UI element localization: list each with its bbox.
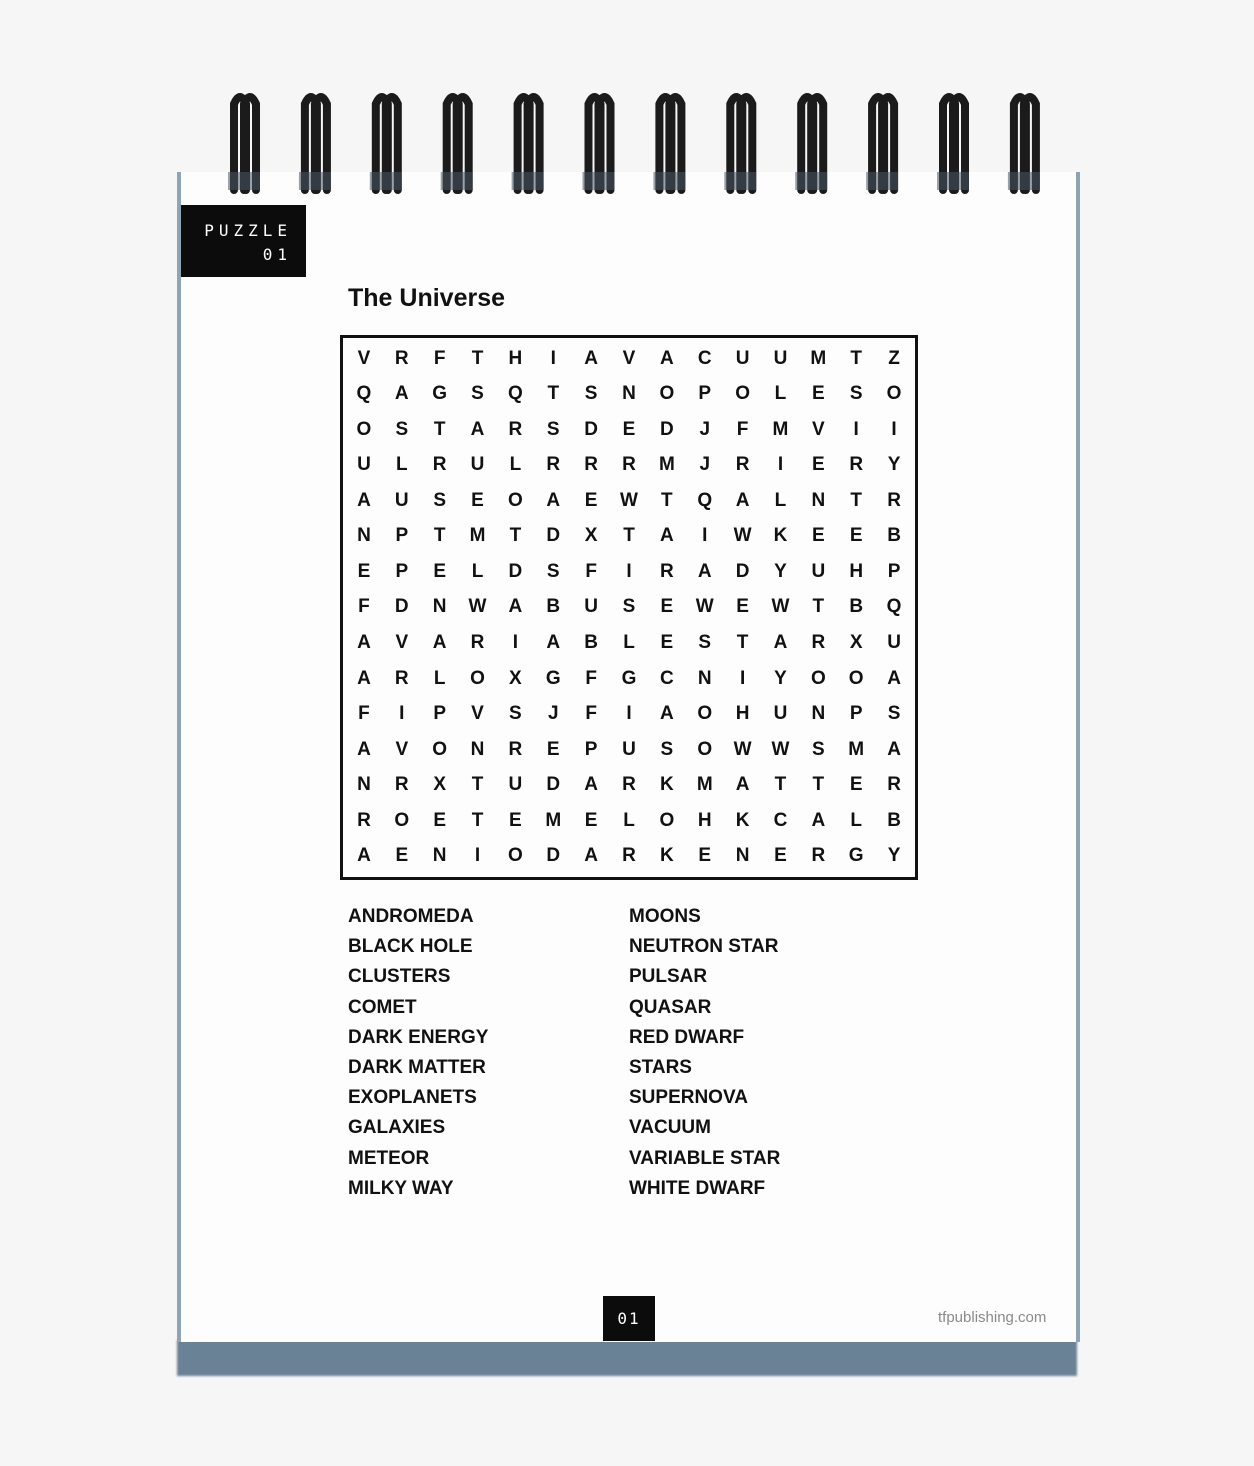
grid-letter[interactable]: D (659, 418, 674, 440)
grid-letter[interactable]: R (811, 632, 826, 654)
grid-letter[interactable]: H (849, 560, 864, 582)
grid-letter[interactable]: K (659, 774, 674, 796)
grid-letter[interactable]: D (508, 560, 523, 582)
grid-letter[interactable]: L (433, 667, 446, 689)
grid-letter[interactable]: W (771, 596, 790, 618)
grid-letter[interactable]: L (623, 809, 635, 831)
grid-letter[interactable]: A (394, 383, 409, 405)
grid-letter[interactable]: A (357, 845, 371, 867)
grid-letter[interactable]: W (695, 596, 714, 618)
grid-letter[interactable]: A (584, 845, 598, 867)
grid-letter[interactable]: R (735, 454, 750, 476)
grid-letter[interactable]: S (471, 383, 484, 405)
grid-letter[interactable]: X (849, 632, 863, 654)
word-list-item: BLACK HOLE (348, 936, 473, 958)
grid-letter[interactable]: L (509, 454, 522, 476)
grid-letter[interactable]: R (508, 418, 523, 440)
grid-letter[interactable]: D (735, 560, 750, 582)
grid-letter[interactable]: N (357, 774, 371, 796)
grid-letter[interactable]: U (811, 560, 826, 582)
binding-ring (299, 97, 331, 190)
word-list-item: VARIABLE STAR (629, 1147, 781, 1169)
grid-letter[interactable]: A (887, 738, 901, 760)
word-list-item: PULSAR (629, 966, 708, 988)
grid-letter[interactable]: S (395, 418, 409, 440)
puzzle-tag-number: 01 (262, 245, 292, 264)
grid-letter[interactable]: N (811, 489, 826, 511)
grid-letter[interactable]: R (546, 454, 561, 476)
grid-letter[interactable]: R (394, 774, 409, 796)
grid-letter[interactable]: S (584, 383, 598, 405)
grid-letter[interactable]: V (395, 738, 409, 760)
grid-letter[interactable]: M (810, 347, 827, 369)
grid-letter[interactable]: F (358, 596, 370, 618)
grid-letter[interactable]: I (853, 418, 859, 440)
word-list-item: DARK ENERGY (348, 1026, 489, 1048)
word-list-item: MOONS (629, 906, 701, 927)
page-shadow (177, 1340, 1077, 1376)
grid-letter[interactable]: L (774, 489, 787, 511)
grid-letter[interactable]: U (622, 738, 636, 760)
word-list-item: ANDROMEDA (348, 906, 474, 927)
grid-letter[interactable]: A (357, 489, 371, 511)
grid-letter[interactable]: R (811, 845, 826, 867)
grid-letter[interactable]: A (584, 347, 598, 369)
grid-letter[interactable]: B (584, 632, 598, 654)
grid-letter[interactable]: F (585, 703, 597, 725)
grid-letter[interactable]: E (698, 845, 712, 867)
grid-letter[interactable]: E (509, 809, 522, 831)
grid-letter[interactable]: U (584, 596, 598, 618)
grid-letter[interactable]: X (584, 525, 598, 547)
grid-letter[interactable]: S (546, 418, 560, 440)
grid-letter[interactable]: X (509, 667, 522, 689)
grid-letter[interactable]: S (433, 489, 446, 511)
grid-letter[interactable]: M (772, 418, 789, 440)
grid-letter[interactable]: I (474, 845, 481, 867)
word-search-grid (340, 335, 918, 880)
page-number: 01 (603, 1296, 655, 1341)
grid-letter[interactable]: M (848, 738, 865, 760)
grid-letter[interactable]: T (812, 596, 825, 618)
publisher-website: tfpublishing.com (938, 1309, 1047, 1326)
grid-letter[interactable]: R (659, 560, 674, 582)
grid-letter[interactable]: T (850, 489, 862, 511)
grid-letter[interactable]: P (698, 383, 712, 405)
grid-letter[interactable]: T (433, 418, 446, 440)
grid-letter[interactable]: U (773, 347, 788, 369)
grid-letter[interactable]: T (661, 489, 673, 511)
grid-letter[interactable]: E (584, 489, 598, 511)
word-list-item: WHITE DWARF (629, 1177, 766, 1199)
grid-letter[interactable]: N (432, 845, 447, 867)
grid-letter[interactable]: F (358, 703, 370, 725)
grid-letter[interactable]: E (395, 845, 409, 867)
grid-letter[interactable]: A (773, 632, 788, 654)
grid-letter[interactable]: R (357, 809, 371, 831)
grid-letter[interactable]: M (545, 809, 562, 831)
binding-ring (724, 97, 756, 190)
grid-letter[interactable]: E (546, 738, 560, 760)
grid-letter[interactable]: R (622, 845, 636, 867)
grid-letter[interactable]: E (433, 809, 446, 831)
grid-letter[interactable]: N (811, 703, 826, 725)
grid-letter[interactable]: I (702, 525, 708, 547)
grid-letter[interactable]: E (660, 632, 674, 654)
grid-letter[interactable]: P (395, 525, 409, 547)
binding-ring (370, 97, 402, 190)
binding-ring (583, 97, 615, 190)
grid-letter[interactable]: O (697, 703, 713, 725)
grid-letter[interactable]: I (626, 703, 632, 725)
grid-letter[interactable]: W (468, 596, 487, 618)
binding-ring (937, 97, 969, 190)
grid-letter[interactable]: C (659, 667, 674, 689)
grid-letter[interactable]: A (659, 703, 674, 725)
grid-letter[interactable]: B (887, 525, 901, 547)
grid-letter[interactable]: F (736, 418, 749, 440)
grid-letter[interactable]: B (887, 809, 901, 831)
grid-letter[interactable]: U (394, 489, 409, 511)
grid-letter[interactable]: N (432, 596, 447, 618)
grid-letter[interactable]: U (470, 454, 485, 476)
grid-letter[interactable]: I (891, 418, 897, 440)
grid-letter[interactable]: I (399, 703, 405, 725)
grid-letter[interactable]: N (735, 845, 750, 867)
grid-letter[interactable]: D (546, 525, 561, 547)
grid-letter[interactable]: E (584, 809, 598, 831)
grid-letter[interactable]: L (774, 383, 787, 405)
grid-letter[interactable]: D (546, 774, 561, 796)
grid-letter[interactable]: A (659, 347, 674, 369)
grid-letter[interactable]: T (774, 774, 787, 796)
grid-letter[interactable]: G (545, 667, 561, 689)
grid-letter[interactable]: T (509, 525, 522, 547)
grid-letter[interactable]: A (735, 489, 750, 511)
binding-ring (441, 97, 473, 190)
grid-letter[interactable]: S (622, 596, 636, 618)
grid-letter[interactable]: E (774, 845, 787, 867)
page-title: The Universe (348, 284, 506, 312)
grid-letter[interactable]: V (357, 347, 371, 369)
grid-letter[interactable]: A (546, 632, 561, 654)
grid-letter[interactable]: O (848, 667, 864, 689)
grid-letter[interactable]: O (356, 418, 372, 440)
grid-letter[interactable]: P (849, 703, 863, 725)
grid-letter[interactable]: T (850, 347, 862, 369)
grid-letter[interactable]: T (471, 774, 484, 796)
grid-letter[interactable]: U (735, 347, 750, 369)
grid-letter[interactable]: O (508, 845, 523, 867)
word-list-item: QUASAR (629, 996, 712, 1018)
grid-letter[interactable]: V (471, 703, 484, 725)
grid-letter[interactable]: A (887, 667, 901, 689)
grid-letter[interactable]: S (849, 383, 863, 405)
grid-letter[interactable]: O (659, 809, 675, 831)
grid-letter[interactable]: O (886, 383, 902, 405)
grid-letter[interactable]: K (735, 809, 750, 831)
grid-letter[interactable]: W (733, 738, 752, 760)
grid-letter[interactable]: G (432, 383, 448, 405)
grid-letter[interactable]: S (811, 738, 825, 760)
grid-letter[interactable]: E (811, 525, 825, 547)
grid-letter[interactable]: Q (356, 383, 372, 405)
grid-letter[interactable]: T (623, 525, 635, 547)
grid-letter[interactable]: B (849, 596, 864, 618)
grid-letter[interactable]: A (735, 774, 750, 796)
grid-letter[interactable]: O (470, 667, 485, 689)
grid-letter[interactable]: A (357, 632, 371, 654)
grid-letter[interactable]: W (620, 489, 638, 511)
grid-letter[interactable]: A (357, 667, 371, 689)
grid-letter[interactable]: X (433, 774, 446, 796)
word-list-item: CLUSTERS (348, 966, 451, 988)
grid-letter[interactable]: U (508, 774, 523, 796)
grid-letter[interactable]: A (432, 632, 447, 654)
grid-letter[interactable]: P (584, 738, 598, 760)
puzzle-tag-label: PUZZLE (204, 221, 292, 240)
grid-letter[interactable]: S (698, 632, 712, 654)
grid-letter[interactable]: L (395, 454, 408, 476)
grid-letter[interactable]: N (622, 383, 636, 405)
grid-letter[interactable]: K (659, 845, 674, 867)
grid-letter[interactable]: A (470, 418, 485, 440)
binding-ring (1008, 97, 1040, 190)
grid-letter[interactable]: A (811, 809, 826, 831)
grid-letter[interactable]: C (697, 347, 712, 369)
grid-letter[interactable]: A (508, 596, 523, 618)
grid-letter[interactable]: I (550, 347, 556, 369)
grid-letter[interactable]: F (585, 560, 597, 582)
grid-letter[interactable]: M (658, 454, 675, 476)
grid-letter[interactable]: T (471, 809, 484, 831)
grid-letter[interactable]: Q (508, 383, 523, 405)
binding-ring (228, 97, 260, 190)
grid-letter[interactable]: N (470, 738, 485, 760)
grid-letter[interactable]: E (622, 418, 636, 440)
puzzle-tag (181, 205, 306, 277)
grid-letter[interactable]: A (357, 738, 371, 760)
grid-letter[interactable]: S (660, 738, 674, 760)
grid-letter[interactable]: P (887, 560, 901, 582)
grid-letter[interactable]: P (395, 560, 409, 582)
grid-letter[interactable]: Q (697, 489, 713, 511)
grid-letter[interactable]: J (699, 454, 711, 476)
grid-letter[interactable]: M (696, 774, 713, 796)
word-list-item: COMET (348, 996, 417, 1018)
grid-letter[interactable]: F (585, 667, 597, 689)
grid-letter[interactable]: E (433, 560, 446, 582)
grid-letter[interactable]: R (887, 774, 901, 796)
grid-letter[interactable]: Y (887, 845, 901, 867)
grid-letter[interactable]: I (512, 632, 519, 654)
grid-letter[interactable]: H (697, 809, 712, 831)
grid-letter[interactable]: N (697, 667, 712, 689)
grid-letter[interactable]: S (546, 560, 560, 582)
word-list-item: MILKY WAY (348, 1177, 454, 1199)
grid-letter[interactable]: E (357, 560, 371, 582)
grid-letter[interactable]: R (849, 454, 864, 476)
word-list-item: METEOR (348, 1147, 430, 1169)
grid-letter[interactable]: R (622, 774, 636, 796)
grid-letter[interactable]: H (508, 347, 523, 369)
grid-letter[interactable]: T (736, 632, 749, 654)
grid-letter[interactable]: R (508, 738, 523, 760)
binding-ring (512, 97, 544, 190)
grid-letter[interactable]: I (777, 454, 784, 476)
binding-ring (866, 97, 898, 190)
grid-letter[interactable]: W (733, 525, 752, 547)
grid-letter[interactable]: D (584, 418, 598, 440)
word-list-item: NEUTRON STAR (629, 936, 779, 958)
grid-letter[interactable]: V (811, 418, 825, 440)
grid-letter[interactable]: C (773, 809, 788, 831)
grid-letter[interactable]: Y (887, 454, 901, 476)
grid-letter[interactable]: S (887, 703, 901, 725)
grid-letter[interactable]: O (432, 738, 448, 760)
grid-letter[interactable]: D (394, 596, 409, 618)
word-list-item: EXOPLANETS (348, 1087, 477, 1109)
grid-letter[interactable]: W (771, 738, 790, 760)
grid-letter[interactable]: E (811, 454, 825, 476)
grid-letter[interactable]: O (810, 667, 826, 689)
word-list-item: VACUUM (629, 1117, 711, 1139)
grid-letter[interactable]: D (546, 845, 561, 867)
grid-letter[interactable]: U (773, 703, 788, 725)
grid-letter[interactable]: B (546, 596, 561, 618)
binding-ring (653, 97, 685, 190)
grid-letter[interactable]: Q (886, 596, 902, 618)
word-list-left (348, 904, 488, 1206)
grid-letter[interactable]: J (547, 703, 559, 725)
grid-letter[interactable]: V (622, 347, 636, 369)
binding-ring (795, 97, 827, 190)
word-list-item: STARS (629, 1056, 692, 1078)
grid-letter[interactable]: H (735, 703, 750, 725)
grid-letter[interactable]: Y (774, 560, 787, 582)
grid-letter[interactable]: A (584, 774, 598, 796)
grid-letter[interactable]: J (699, 418, 711, 440)
grid-letter[interactable]: O (394, 809, 410, 831)
grid-letter[interactable]: A (697, 560, 712, 582)
grid-letter[interactable]: R (432, 454, 447, 476)
grid-letter[interactable]: R (394, 667, 409, 689)
grid-letter[interactable]: G (621, 667, 637, 689)
grid-letter[interactable]: E (471, 489, 484, 511)
grid-letter[interactable]: R (584, 454, 598, 476)
grid-letter[interactable]: K (773, 525, 788, 547)
grid-letter[interactable]: E (736, 596, 749, 618)
grid-letter[interactable]: T (812, 774, 825, 796)
grid-letter[interactable]: E (660, 596, 674, 618)
grid-letter[interactable]: P (433, 703, 446, 725)
grid-letter[interactable]: E (849, 774, 863, 796)
spiral-binding (0, 0, 1254, 200)
grid-letter[interactable]: I (739, 667, 746, 689)
grid-letter[interactable]: T (471, 347, 484, 369)
grid-letter[interactable]: L (850, 809, 862, 831)
grid-letter[interactable]: L (623, 632, 635, 654)
grid-letter[interactable]: R (622, 454, 636, 476)
grid-letter[interactable]: T (547, 383, 560, 405)
grid-letter[interactable]: F (433, 347, 446, 369)
grid-letter[interactable]: R (470, 632, 485, 654)
grid-letter[interactable]: O (735, 383, 750, 405)
grid-letter[interactable]: U (887, 632, 901, 654)
grid-letter[interactable]: M (469, 525, 486, 547)
grid-letter[interactable]: V (395, 632, 409, 654)
grid-letter[interactable]: Y (774, 667, 787, 689)
grid-letter[interactable]: N (357, 525, 371, 547)
grid-letter[interactable]: S (509, 703, 522, 725)
word-list-item: RED DWARF (629, 1026, 745, 1048)
grid-letter[interactable]: A (659, 525, 674, 547)
grid-letter[interactable]: Z (888, 347, 900, 369)
grid-letter[interactable]: I (626, 560, 632, 582)
grid-letter[interactable]: U (357, 454, 371, 476)
grid-letter[interactable]: A (546, 489, 561, 511)
grid-letter[interactable]: G (848, 845, 864, 867)
word-list-item: DARK MATTER (348, 1056, 486, 1078)
grid-letter[interactable]: O (659, 383, 675, 405)
grid-letter[interactable]: R (887, 489, 901, 511)
word-list-right (629, 904, 780, 1206)
grid-letter[interactable]: L (471, 560, 484, 582)
word-list-item: SUPERNOVA (629, 1087, 748, 1109)
grid-letter[interactable]: E (811, 383, 825, 405)
word-list-item: GALAXIES (348, 1117, 446, 1139)
grid-letter[interactable]: R (394, 347, 409, 369)
grid-letter[interactable]: E (849, 525, 863, 547)
grid-letter[interactable]: O (508, 489, 523, 511)
grid-letter[interactable]: T (433, 525, 446, 547)
grid-letter[interactable]: O (697, 738, 713, 760)
